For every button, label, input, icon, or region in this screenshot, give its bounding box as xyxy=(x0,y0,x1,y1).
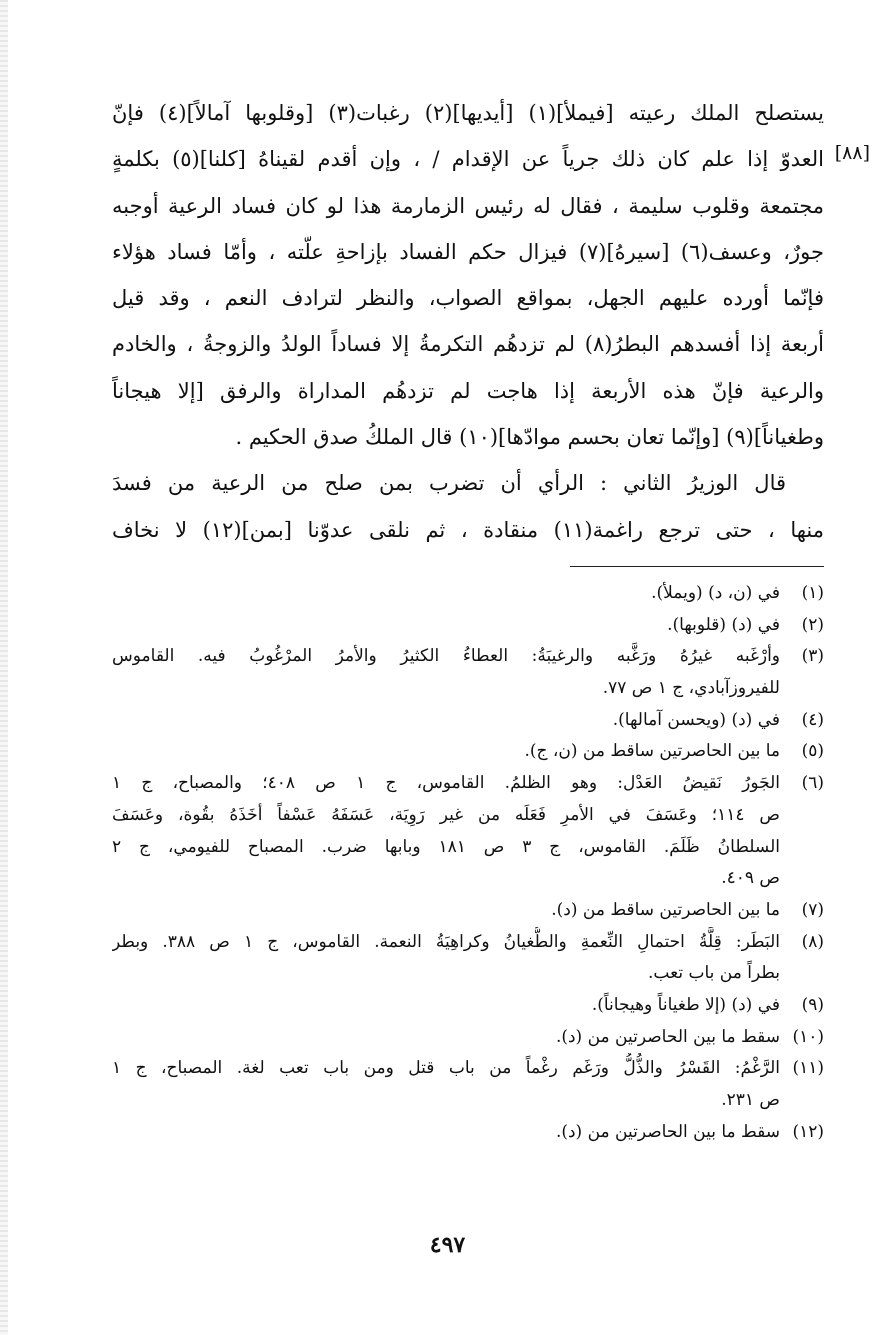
text-line: منها ، حتى ترجع راغمة(١١) منقادة ، ثم نلقى عدوّنا [بمن](١٢) لا نخاف xyxy=(112,517,824,542)
footnote xyxy=(112,641,824,704)
footnote-text: البَطَر: قِلَّةُ احتمالِ النِّعمةِ والطُّغيانُ وكراهِيَةُ النعمة. القاموس، ج ١ ص ٣٨٨. وبطر xyxy=(112,931,780,952)
footnote-number: (٢) xyxy=(801,614,824,635)
text-line: فإنّما أورده عليهم الجهل، بمواقع الصواب، والنظر لترادف النعم ، وقد قيل xyxy=(112,286,824,311)
footnote-number: (٥) xyxy=(801,741,824,762)
footnote-text: في (د) (قلوبها). xyxy=(667,614,780,635)
folio-marker: [٨٨] xyxy=(834,142,870,164)
footnote-text: السلطانُ ظَلَمَ. القاموس، ج ٣ ص ١٨١ وبابها ضرب. المصباح للفيومي، ج ٢ xyxy=(112,836,780,857)
footnote-number: (١٠) xyxy=(792,1026,824,1047)
footnote xyxy=(112,1022,824,1054)
footnote xyxy=(112,768,824,895)
footnote xyxy=(112,927,824,990)
footnote-text: وأرْغَبه غيرُهُ ورَغَّبه والرغيبَةُ: العطاءُ الكثيرُ والأمرُ المرْغُوبُ فيه. القاموس xyxy=(112,646,780,667)
footnote xyxy=(112,895,824,927)
footnote-number: (٨) xyxy=(801,931,824,952)
footnote-number: (٤) xyxy=(801,709,824,730)
text-line: يستصلح الملك رعيته [فيملأ](١) [أيديها](٢) رغبات(٣) [وقلوبها آمالاً](٤) فإنّ xyxy=(112,101,824,125)
footnote-number: (٧) xyxy=(801,899,824,920)
text-line: قال الوزيرُ الثاني : الرأي أن تضرب بمن صلح من الرعية من فسدَ xyxy=(112,471,786,496)
footnote xyxy=(112,705,824,737)
text-line: مجتمعة وقلوب سليمة ، فقال له رئيس الزمارمة هذا لو كان فساد الرعية أوجبه xyxy=(112,193,824,218)
footnote-text: في (ن، د) (ويملأ). xyxy=(651,583,780,603)
footnote-text: الرَّغْمُ: القَسْرُ والذُّلُّ ورَغَم رغْماً من باب قتل ومن باب تعب لغة. المصباح، ج ١ xyxy=(112,1058,780,1079)
footnotes xyxy=(112,578,824,1149)
footnote-text: في (د) (ويحسن آمالها). xyxy=(612,709,780,730)
footnote-number: (١٢) xyxy=(792,1121,824,1142)
footnote-text: الجَورُ نَقيضُ العَدْل: وهو الظلمُ. القاموس، ج ١ ص ٤٠٨؛ والمصباح، ج ١ xyxy=(112,773,780,794)
footnote-text: ص ١١٤؛ وعَسَفَ في الأمرِ فَعَلَه من غير رَوِيَة، عَسَفَهُ عَسْفاً أخَذَهُ بقُوة، وعَسَفَ xyxy=(112,804,780,825)
footnote xyxy=(112,736,824,768)
page-number: ٤٩٧ xyxy=(429,1232,466,1258)
footnote-number: (١١) xyxy=(792,1058,824,1079)
footnote-number: (٦) xyxy=(801,773,824,794)
text-line: والرعية فإنّ هذه الأربعة إذا هاجت لم تزدهُم المداراة والرفق [إلا هيجاناً xyxy=(112,378,824,403)
footnote-text: للفيروزآبادي، ج ١ ص ٧٧. xyxy=(602,678,780,699)
text-line: جورٌ، وعسف(٦) [سيرهُ](٧) فيزال حكم الفساد بإزاحةِ علّته ، وأمّا فساد هؤلاء xyxy=(112,239,824,264)
footnote-text: سقط ما بين الحاصرتين من (د). xyxy=(555,1121,780,1142)
footnote-divider xyxy=(570,566,824,567)
footnote xyxy=(112,578,824,610)
footnote-text: ص ٢٣١. xyxy=(721,1090,780,1111)
footnote xyxy=(112,1117,824,1149)
text-line: أربعة إذا أفسدهم البطرُ(٨) لم تزدهُم التكرمةُ إلا فساداً الولدُ والزوجةُ ، والخادم xyxy=(112,332,824,357)
footnote-text: في (د) (إلا طغياناً وهيجاناً). xyxy=(591,995,780,1016)
page-edge xyxy=(0,0,8,1335)
main-text xyxy=(112,90,824,553)
footnote-text: سقط ما بين الحاصرتين من (د). xyxy=(555,1026,780,1047)
footnote-number: (١) xyxy=(801,583,824,603)
footnote-text: ص ٤٠٩. xyxy=(721,868,780,889)
text-line: وطغياناً](٩) [وإنّما تعان بحسم موادّها](١٠) قال الملكُ صدق الحكيم . xyxy=(235,425,824,450)
footnote xyxy=(112,1053,824,1116)
footnote-number: (٣) xyxy=(801,646,824,667)
footnote-number: (٩) xyxy=(801,995,824,1016)
text-line: العدوّ إذا علم كان ذلك جرياً عن الإقدام / ، وإن أقدم لقيناهُ [كلنا](٥) بكلمةٍ xyxy=(112,147,824,172)
footnote xyxy=(112,990,824,1022)
footnote-text: ما بين الحاصرتين ساقط من (د). xyxy=(551,899,780,920)
footnote xyxy=(112,610,824,642)
footnote-text: بطراً من باب تعب. xyxy=(648,963,780,984)
footnote-text: ما بين الحاصرتين ساقط من (ن، ج). xyxy=(524,741,780,762)
